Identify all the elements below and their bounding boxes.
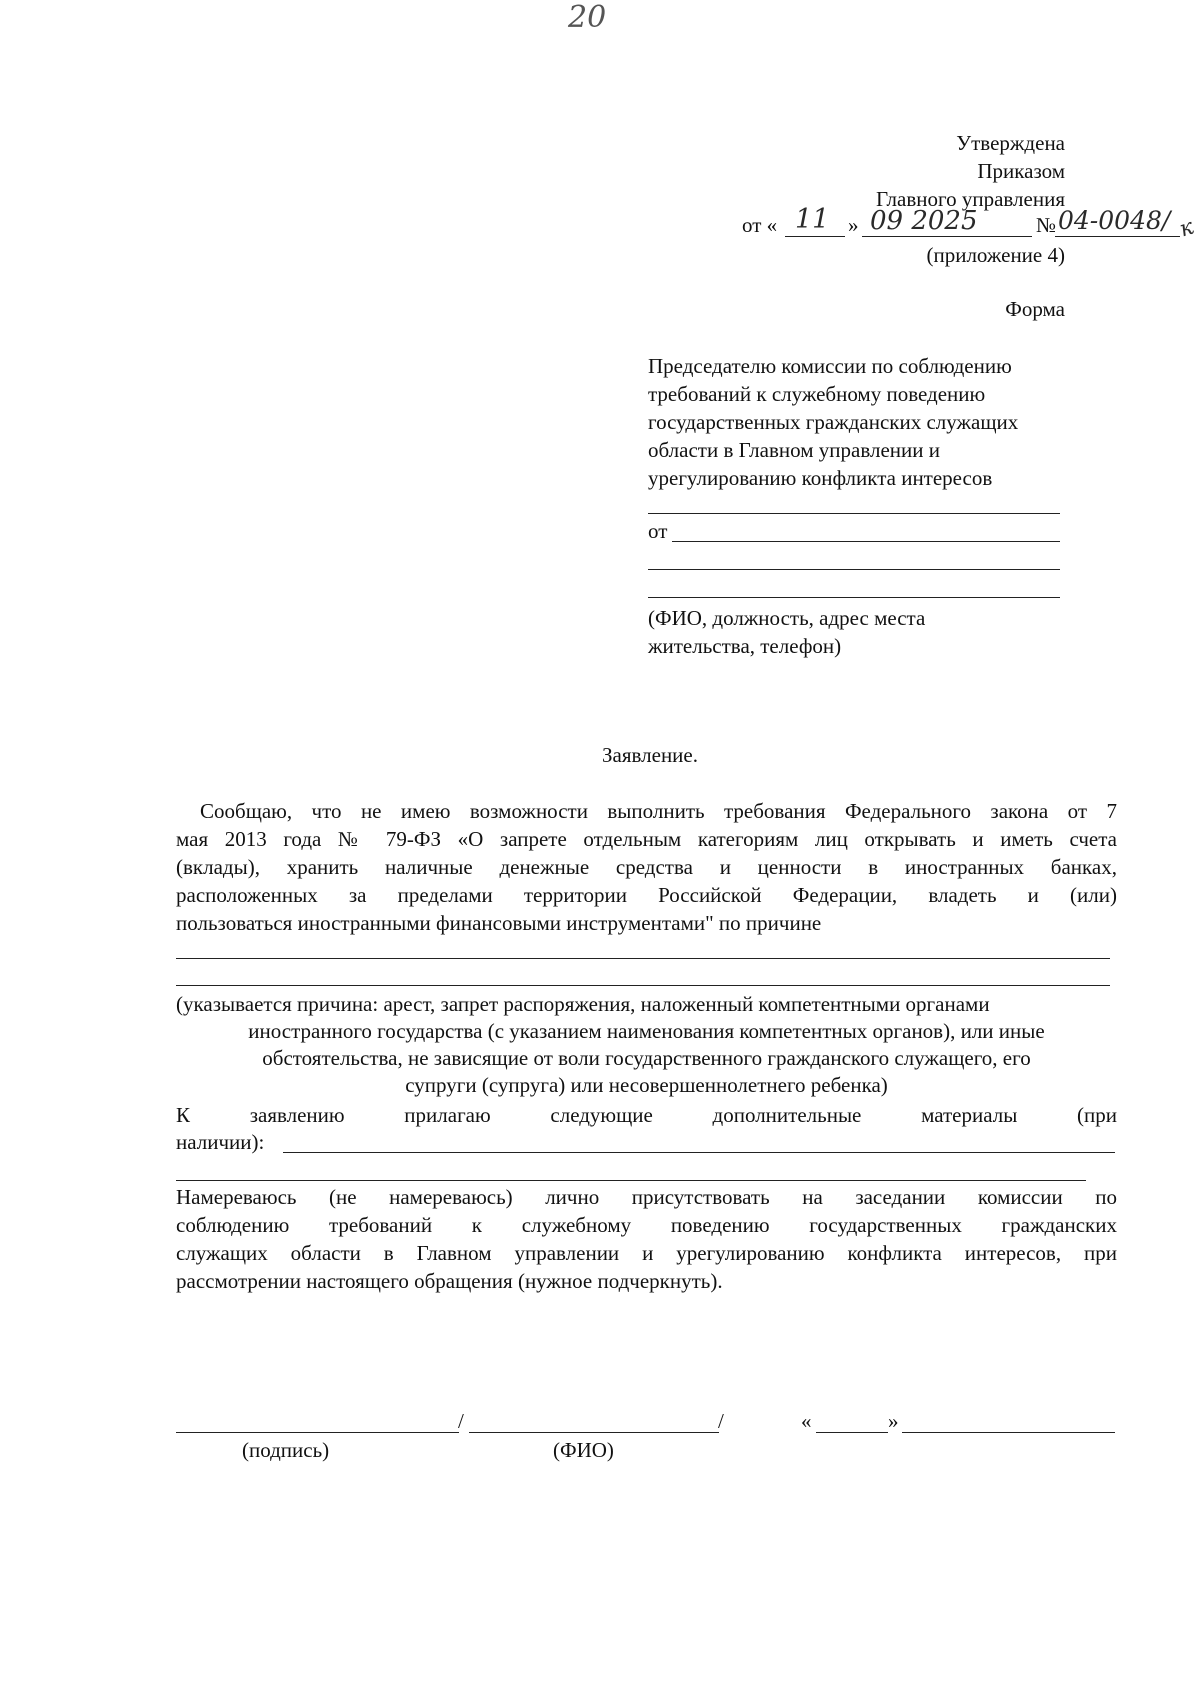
number-underline <box>1055 236 1180 237</box>
addressee-line-4: области в Главном управлении и <box>648 438 940 462</box>
date-day-field <box>816 1432 888 1433</box>
addressee-from-label: от <box>648 519 668 543</box>
signature-label: (подпись) <box>242 1438 330 1462</box>
attachments-paragraph <box>176 1102 1117 1156</box>
reason-hint-line: обстоятельства, не зависящие от воли государственного гражданского служащего, его <box>262 1046 1031 1070</box>
date-close-quote: » <box>888 1409 899 1433</box>
reason-blank-2 <box>176 985 1110 986</box>
addressee-hint-line-1: (ФИО, должность, адрес места <box>648 606 926 630</box>
approval-date-line <box>742 212 777 239</box>
addressee-blank-3 <box>648 597 1060 598</box>
body-paragraph-3 <box>176 1183 1117 1295</box>
approval-appendix: (приложение 4) <box>926 243 1065 267</box>
fio-label: (ФИО) <box>553 1438 614 1462</box>
addressee-hint-line-2: жительства, телефон) <box>648 634 842 658</box>
body-paragraph-1 <box>176 797 1117 937</box>
approval-day-handwritten: 11 <box>795 204 830 235</box>
month-year-underline <box>862 236 1032 237</box>
addressee-blank-2 <box>648 569 1060 570</box>
approval-number-handwritten: 04-0048/ <box>1058 206 1171 235</box>
paragraph-1-last-line: пользоваться иностранными финансовыми инструментами" по причине <box>176 911 822 935</box>
signature-slash-2: / <box>718 1409 724 1433</box>
addressee-line-3: государственных гражданских служащих <box>648 410 1019 434</box>
fio-field <box>469 1432 719 1433</box>
day-underline <box>785 236 845 237</box>
paragraph-3-line: соблюдению требований к служебному поведению государственных гражданских <box>176 1213 1117 1237</box>
paragraph-3-line: Намереваюсь (не намереваюсь) лично присутствовать на заседании комиссии по <box>176 1185 1117 1209</box>
signature-slash-1: / <box>458 1409 464 1433</box>
signature-field <box>176 1432 459 1433</box>
reason-hint <box>176 991 1117 1099</box>
reason-blank-1 <box>176 958 1110 959</box>
from-prefix: от « <box>742 213 778 237</box>
approval-line-1: Утверждена <box>956 131 1065 155</box>
paragraph-1-line: мая 2013 года № 79-ФЗ «О запрете отдельным категориям лиц открывать и иметь счета <box>176 827 1117 851</box>
attachments-field <box>283 1152 1115 1153</box>
attachments-blank <box>176 1180 1086 1181</box>
document-title: Заявление. <box>602 743 698 767</box>
form-label: Форма <box>1005 297 1065 321</box>
attachments-last-line: наличии): <box>176 1130 265 1154</box>
quote-close: » <box>848 213 859 237</box>
addressee-line-2: требований к служебному поведению <box>648 382 986 406</box>
date-open-quote: « <box>801 1409 812 1433</box>
date-month-year-field <box>902 1432 1115 1433</box>
addressee-from-field <box>672 541 1060 542</box>
addressee-line-5: урегулированию конфликта интересов <box>648 466 993 490</box>
paragraph-3-last-line: рассмотрении настоящего обращения (нужное подчеркнуть). <box>176 1269 723 1293</box>
paragraph-3-line: служащих области в Главном управлении и урегулированию конфликта интересов, при <box>176 1241 1117 1265</box>
reason-hint-line: супруги (супруга) или несовершеннолетнего ребенка) <box>405 1073 888 1097</box>
paragraph-1-line: Сообщаю, что не имею возможности выполнить требования Федерального закона от 7 <box>200 799 1117 823</box>
reason-hint-line: иностранного государства (с указанием наименования компетентных органов), или иные <box>248 1019 1045 1043</box>
approval-month-year-handwritten: 09 2025 <box>870 206 978 236</box>
handwritten-page-number: 20 <box>568 0 607 35</box>
approval-line-3: Главного управления <box>876 187 1065 211</box>
attachments-line: К заявлению прилагаю следующие дополнительные материалы (при <box>176 1103 1117 1127</box>
paragraph-1-line: (вклады), хранить наличные денежные средства и ценности в иностранных банках, <box>176 855 1117 879</box>
approval-number-suffix-handwritten: к <box>1176 214 1197 243</box>
number-prefix: № <box>1036 213 1057 237</box>
paragraph-1-line: расположенных за пределами территории Российской Федерации, владеть и (или) <box>176 883 1117 907</box>
addressee-blank-1 <box>648 513 1060 514</box>
addressee-line-1: Председателю комиссии по соблюдению <box>648 354 1012 378</box>
approval-line-2: Приказом <box>977 159 1065 183</box>
reason-hint-line: (указывается причина: арест, запрет распоряжения, наложенный компетентными органами <box>176 992 990 1016</box>
